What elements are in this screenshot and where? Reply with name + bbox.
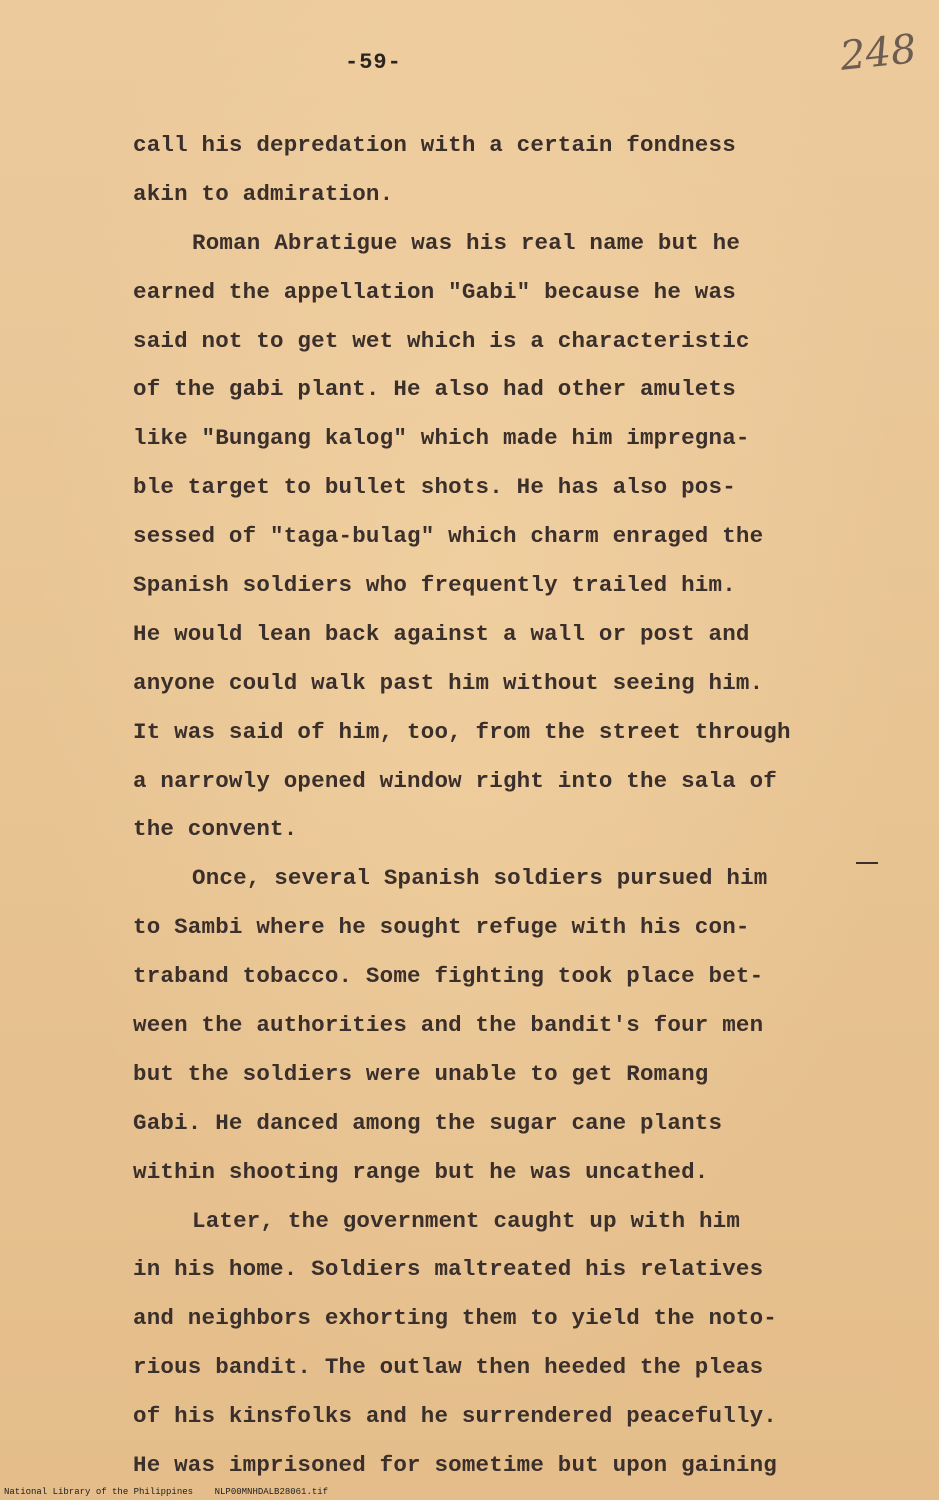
page-number: -59-: [345, 50, 402, 75]
text-line: to Sambi where he sought refuge with his con-: [133, 914, 750, 941]
text-line: the convent.: [133, 816, 298, 843]
text-line: traband tobacco. Some fighting took place bet-: [133, 963, 764, 990]
typewritten-body: [133, 121, 853, 1490]
text-line: rious bandit. The outlaw then heeded the pleas: [133, 1354, 764, 1381]
text-line: in his home. Soldiers maltreated his relatives: [133, 1256, 764, 1283]
text-line: Gabi. He danced among the sugar cane plants: [133, 1109, 723, 1136]
text-line: of the gabi plant. He also had other amulets: [133, 376, 736, 403]
text-line: Roman Abratigue was his real name but he: [192, 229, 741, 256]
text-line: ble target to bullet shots. He has also pos-: [133, 474, 736, 501]
text-line: Later, the government caught up with him: [192, 1207, 741, 1234]
text-line: sessed of "taga-bulag" which charm enraged the: [133, 523, 764, 550]
text-line: Once, several Spanish soldiers pursued him: [192, 865, 768, 892]
text-line: Spanish soldiers who frequently trailed him.: [133, 572, 736, 599]
text-line: He was imprisoned for sometime but upon gaining: [133, 1452, 778, 1479]
text-line: call his depredation with a certain fondness: [133, 132, 736, 158]
text-line: anyone could walk past him without seeing him.: [133, 669, 764, 696]
text-line: of his kinsfolks and he surrendered peacefully.: [133, 1403, 778, 1430]
text-line: said not to get wet which is a characteristic: [133, 327, 750, 354]
text-line: and neighbors exhorting them to yield the noto-: [133, 1305, 778, 1332]
text-line: It was said of him, too, from the street through: [133, 718, 791, 745]
text-line: ween the authorities and the bandit's four men: [133, 1012, 764, 1039]
text-line: He would lean back against a wall or post and: [133, 620, 750, 647]
text-line: earned the appellation "Gabi" because he was: [133, 278, 736, 305]
scan-footer: National Library of the Philippines NLP00MNHDALB28061.tif: [4, 1487, 329, 1497]
text-line: akin to admiration.: [133, 180, 394, 207]
text-line: like "Bungang kalog" which made him impregna-: [133, 425, 750, 452]
handwritten-folio-number: 248: [837, 26, 919, 80]
text-line: but the soldiers were unable to get Romang: [133, 1060, 709, 1087]
margin-dash: [856, 862, 878, 864]
text-line: within shooting range but he was uncathed.: [133, 1158, 709, 1185]
text-line: a narrowly opened window right into the sala of: [133, 767, 778, 794]
